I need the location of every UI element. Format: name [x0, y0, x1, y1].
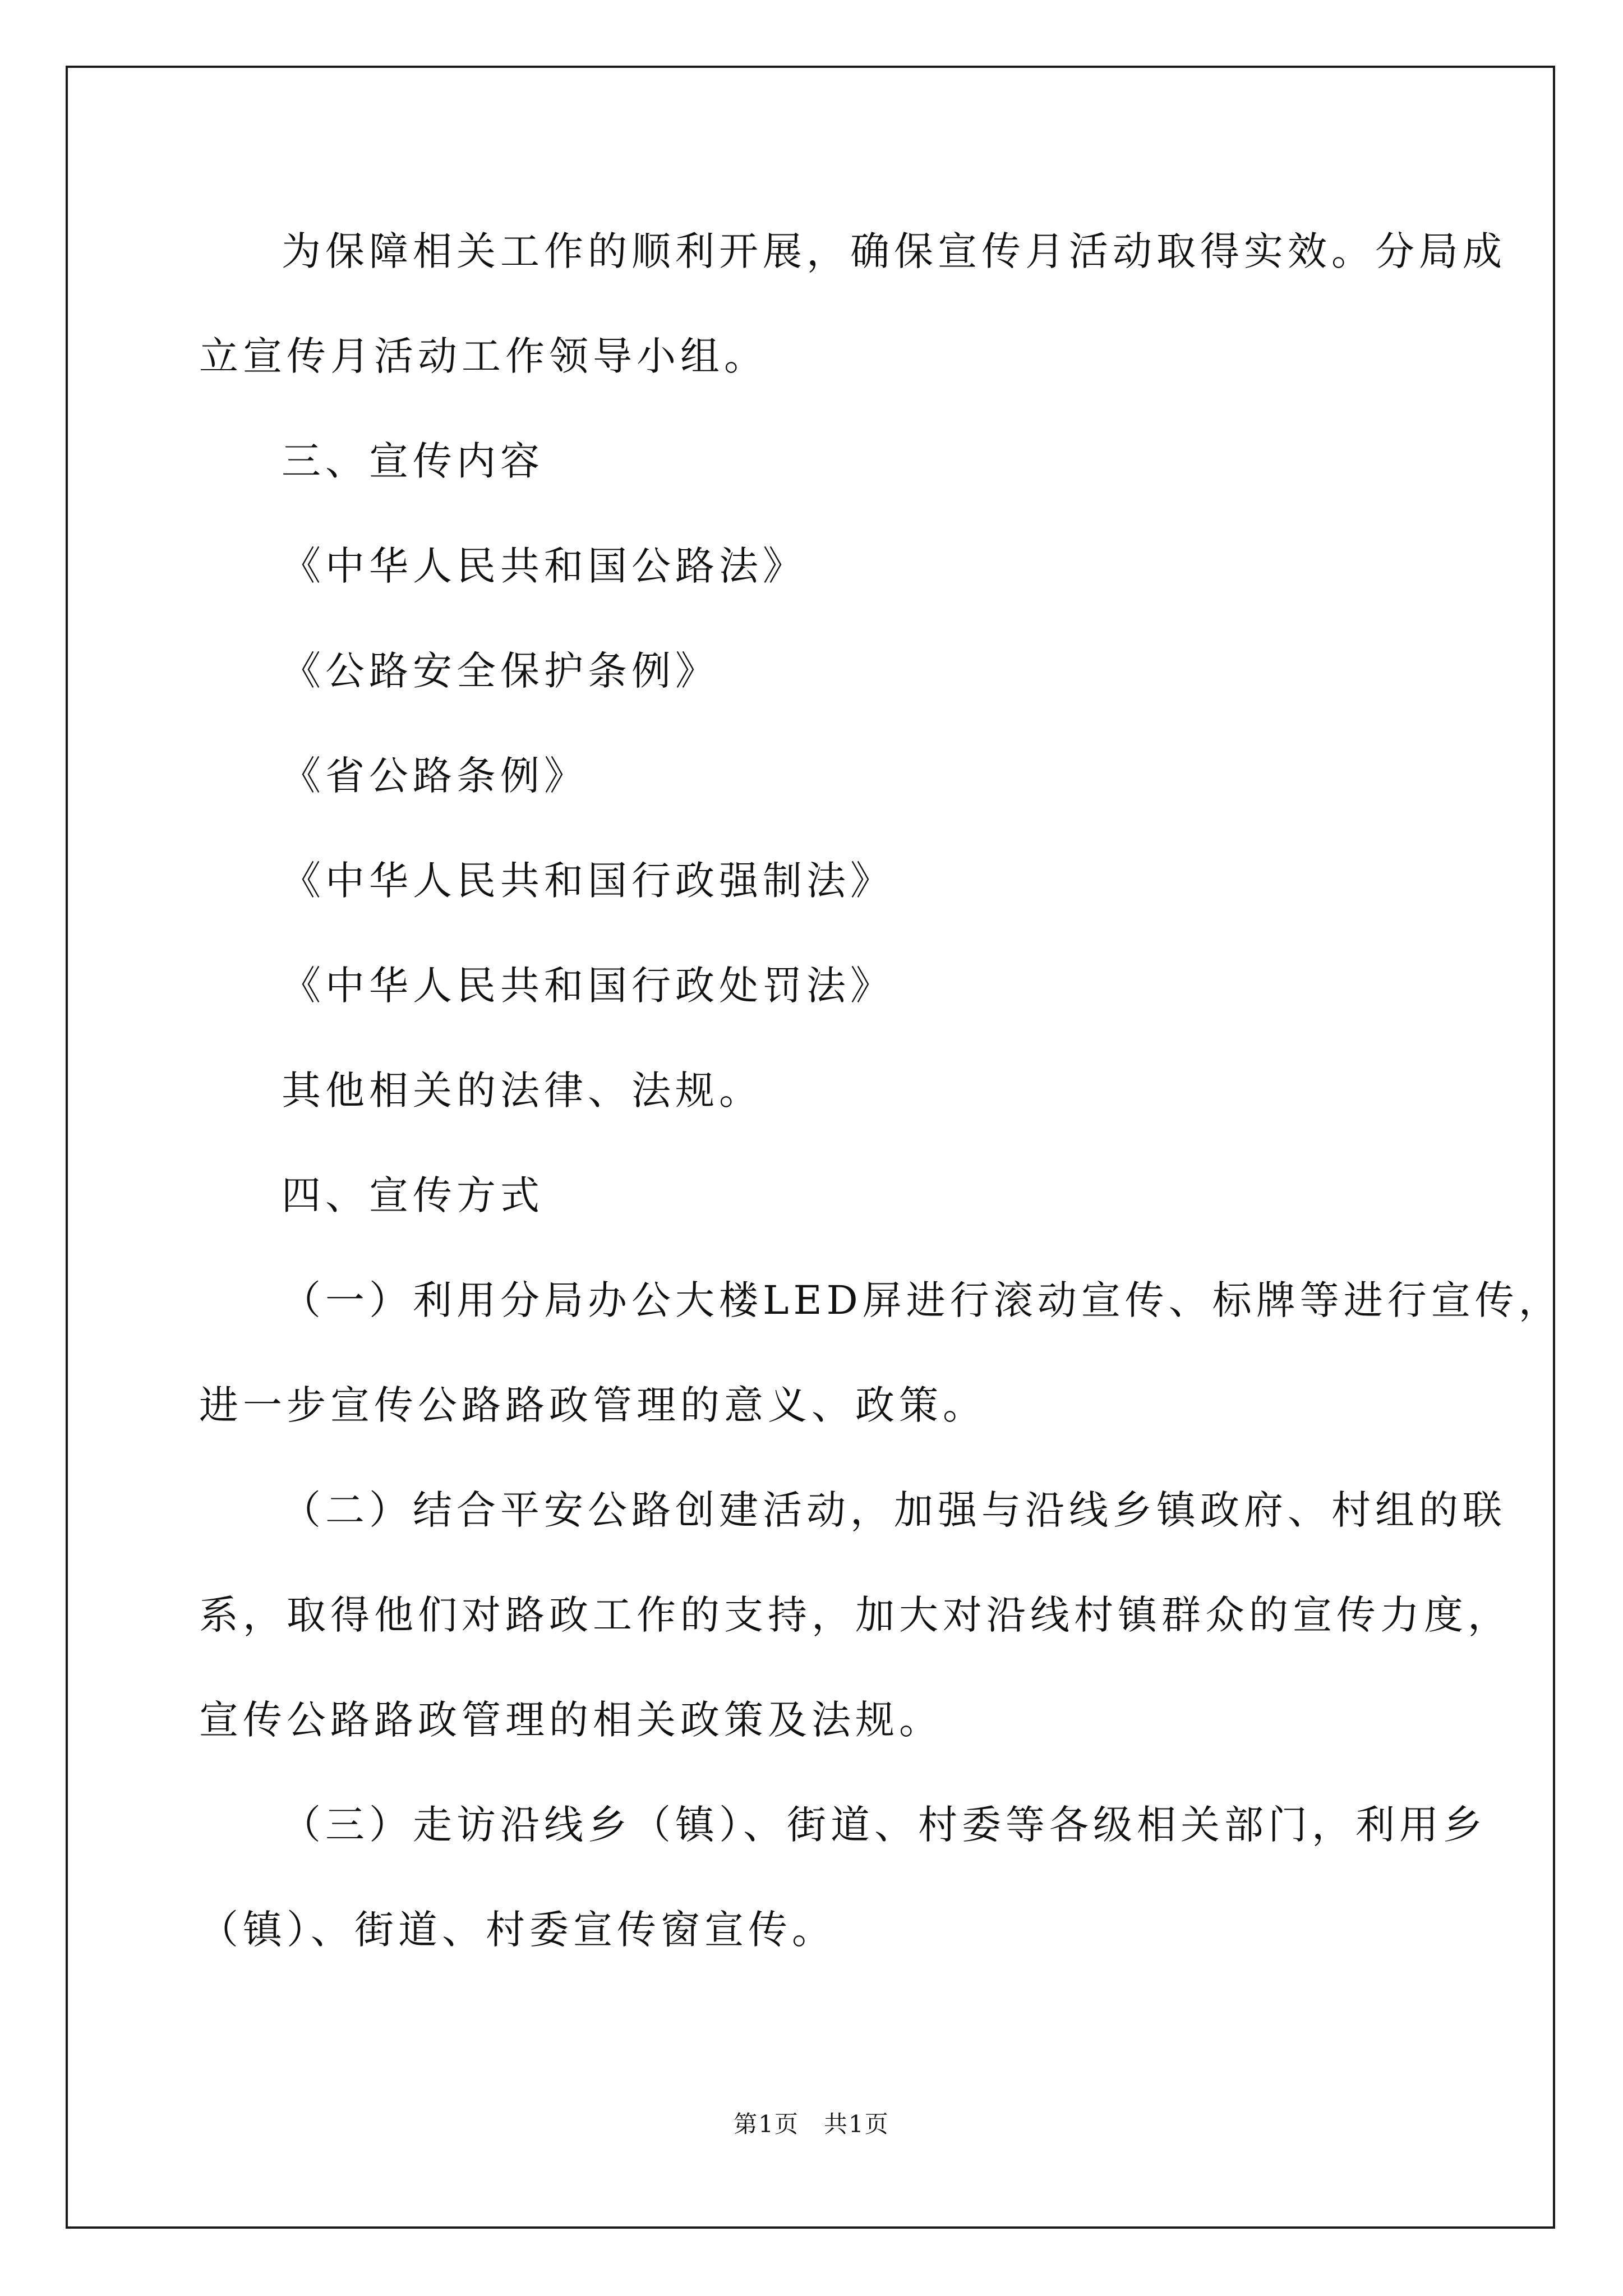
body-text-line: 为保障相关工作的顺利开展，确保宣传月活动取得实效。分局成 [282, 228, 1506, 274]
law-title: 《公路安全保护条例》 [282, 648, 719, 694]
law-title: 《中华人民共和国公路法》 [282, 543, 806, 589]
body-text-line: 立宣传月活动工作领导小组。 [199, 333, 768, 379]
body-text-line: （一）利用分局办公大楼LED屏进行滚动宣传、标牌等进行宣传， [282, 1277, 1562, 1323]
law-title: 《中华人民共和国行政强制法》 [282, 858, 894, 904]
body-text-line: 其他相关的法律、法规。 [282, 1068, 763, 1114]
section-heading: 三、宣传内容 [282, 438, 544, 484]
law-title: 《中华人民共和国行政处罚法》 [282, 963, 894, 1009]
law-title: 《省公路条例》 [282, 753, 588, 799]
page-number: 第1页 共1页 [734, 2110, 889, 2138]
body-text-line: （三）走访沿线乡（镇）、街道、村委等各级相关部门，利用乡 [282, 1802, 1487, 1848]
body-text-line: （二）结合平安公路创建活动，加强与沿线乡镇政府、村组的联 [282, 1487, 1506, 1533]
body-text-line: 进一步宣传公路路政管理的意义、政策。 [199, 1382, 986, 1428]
section-heading: 四、宣传方式 [282, 1172, 544, 1218]
body-text-line: （镇）、街道、村委宣传窗宣传。 [199, 1907, 836, 1953]
body-text-line: 系，取得他们对路政工作的支持，加大对沿线村镇群众的宣传力度， [199, 1592, 1511, 1638]
body-text-line: 宣传公路路政管理的相关政策及法规。 [199, 1697, 943, 1743]
